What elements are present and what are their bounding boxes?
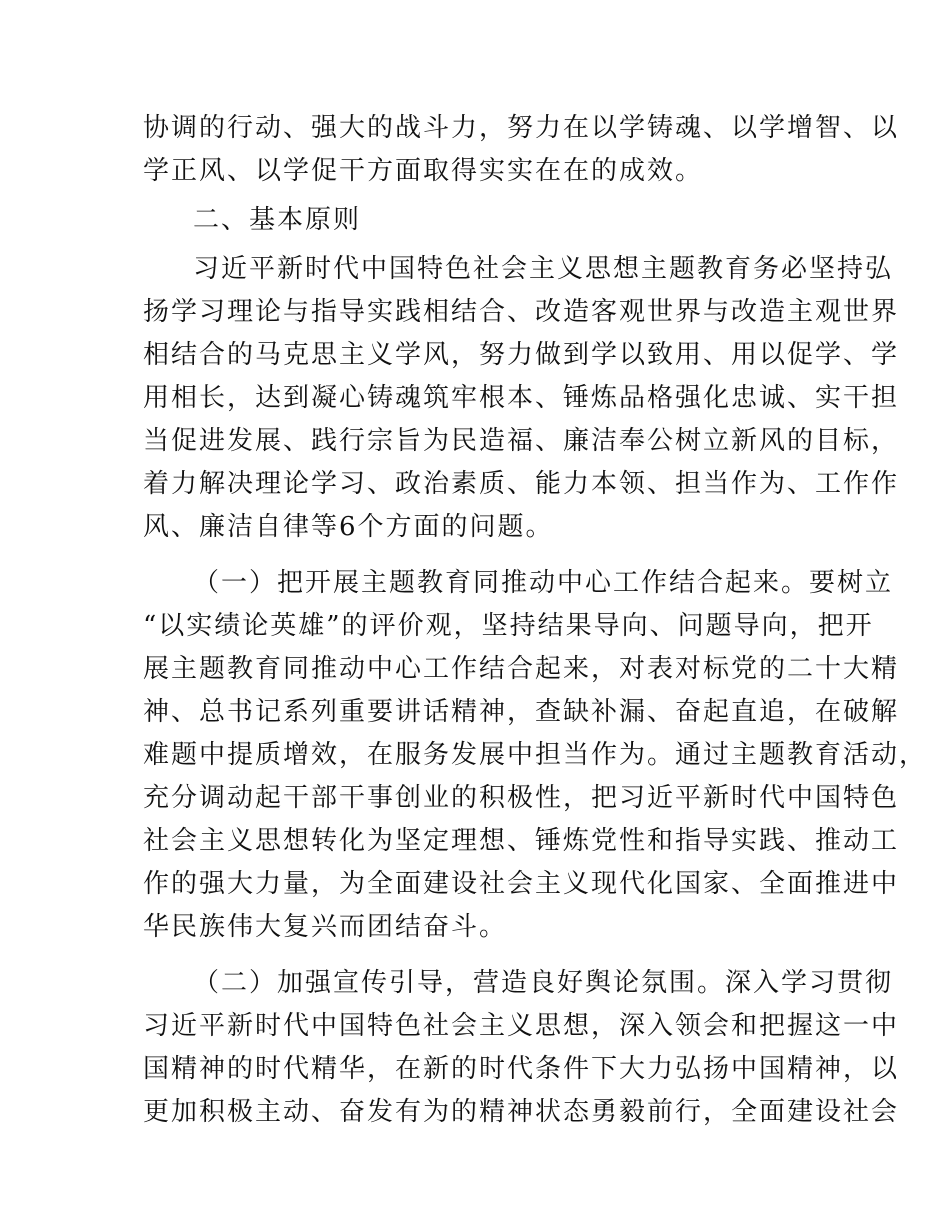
document-body	[143, 107, 928, 1134]
text-line: 风、廉洁自律等6个方面的问题。	[143, 512, 554, 542]
paragraph-section-one	[143, 562, 928, 949]
paragraph-principles	[143, 248, 900, 549]
text-line: 难题中提质增效，在服务发展中担当作为。通过主题教育活动，	[143, 740, 928, 770]
text-line: 协调的行动、强大的战斗力，努力在以学铸魂、以学增智、以	[143, 113, 900, 143]
text-line: 充分调动起干部干事创业的积极性，把习近平新时代中国特色	[143, 783, 900, 813]
text-line: 习近平新时代中国特色社会主义思想，深入领会和把握这一中	[143, 1011, 900, 1041]
text-line: 华民族伟大复兴而团结奋斗。	[143, 912, 508, 942]
text-line: “以实绩论英雄”的评价观，坚持结果导向、问题导向，把开	[143, 611, 874, 641]
text-line: 习近平新时代中国特色社会主义思想主题教育务必坚持弘	[193, 254, 894, 284]
text-line: 国精神的时代精华，在新的时代条件下大力弘扬中国精神，以	[143, 1054, 900, 1084]
paragraph-section-two	[143, 962, 900, 1134]
text-line: （二）加强宣传引导，营造良好舆论氛围。深入学习贯彻	[193, 968, 894, 998]
text-line: 着力解决理论学习、政治素质、能力本领、担当作为、工作作	[143, 469, 900, 499]
text-line: 当促进发展、践行宗旨为民造福、廉洁奉公树立新风的目标，	[143, 426, 900, 456]
paragraph-intro-tail	[143, 107, 900, 193]
text-line: （一）把开展主题教育同推动中心工作结合起来。要树立	[193, 568, 894, 598]
text-line: 神、总书记系列重要讲话精神，查缺补漏、奋起直追，在破解	[143, 697, 900, 727]
text-line: 作的强大力量，为全面建设社会主义现代化国家、全面推进中	[143, 869, 900, 899]
section-heading-principles	[143, 199, 813, 242]
text-line: 用相长，达到凝心铸魂筑牢根本、锤炼品格强化忠诚、实干担	[143, 383, 900, 413]
text-line: 社会主义思想转化为坚定理想、锤炼党性和指导实践、推动工	[143, 826, 900, 856]
text-line: 更加积极主动、奋发有为的精神状态勇毅前行，全面建设社会	[143, 1097, 900, 1127]
text-line: 展主题教育同推动中心工作结合起来，对表对标党的二十大精	[143, 654, 900, 684]
text-line: 相结合的马克思主义学风，努力做到学以致用、用以促学、学	[143, 340, 900, 370]
text-line: 学正风、以学促干方面取得实实在在的成效。	[143, 156, 704, 186]
text-line: 扬学习理论与指导实践相结合、改造客观世界与改造主观世界	[143, 297, 900, 327]
heading-text: 二、基本原则	[193, 205, 362, 235]
